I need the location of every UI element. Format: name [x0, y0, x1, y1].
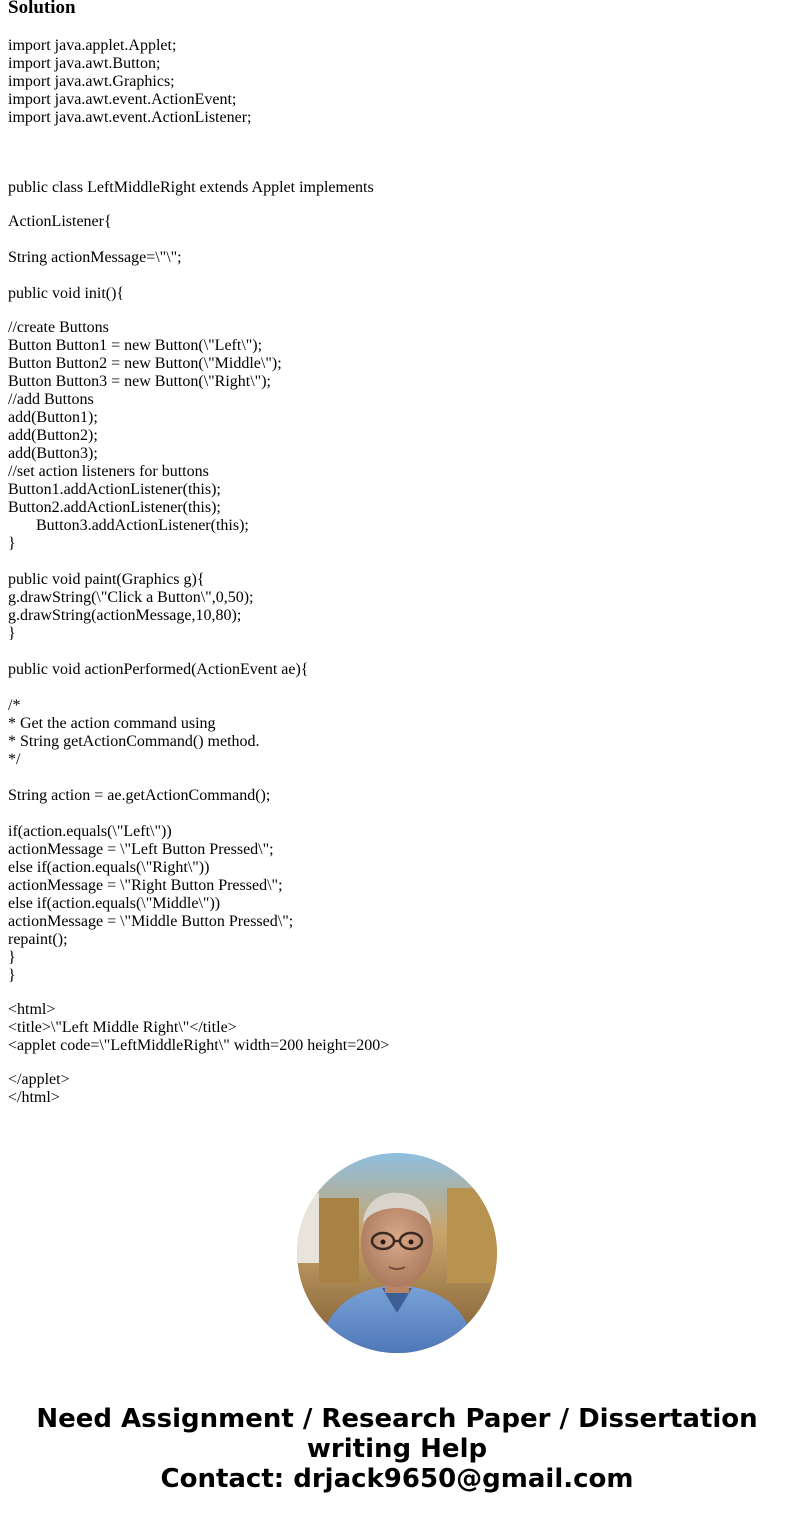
code-line: ActionListener{ — [8, 213, 112, 230]
code-line: </html> — [8, 1089, 60, 1106]
code-line: Button3.addActionListener(this); — [8, 517, 249, 534]
code-line: else if(action.equals(\"Middle\")) — [8, 895, 221, 912]
code-line: public void actionPerformed(ActionEvent ae){ — [8, 661, 309, 678]
code-line: */ — [8, 751, 21, 768]
code-line: else if(action.equals(\"Right\")) — [8, 859, 210, 876]
code-line: actionMessage = \"Left Button Pressed\"; — [8, 841, 274, 858]
code-line: import java.applet.Applet; — [8, 37, 177, 54]
code-line: String actionMessage=\"\"; — [8, 249, 182, 266]
code-line: public void paint(Graphics g){ — [8, 571, 205, 588]
footer-banner — [0, 1404, 794, 1494]
code-line: repaint(); — [8, 931, 68, 948]
code-line: * String getActionCommand() method. — [8, 733, 260, 750]
code-line: g.drawString(actionMessage,10,80); — [8, 607, 242, 624]
code-line: Button Button3 = new Button(\"Right\"); — [8, 373, 271, 390]
code-line: actionMessage = \"Middle Button Pressed\"; — [8, 913, 294, 930]
code-line: import java.awt.event.ActionEvent; — [8, 91, 237, 108]
code-line: import java.awt.Graphics; — [8, 73, 175, 90]
code-line: Button2.addActionListener(this); — [8, 499, 221, 516]
code-line: } — [8, 625, 16, 642]
code-line: //add Buttons — [8, 391, 94, 408]
code-line: <applet code=\"LeftMiddleRight\" width=200 height=200> — [8, 1037, 390, 1054]
author-photo — [297, 1153, 497, 1353]
code-line: </applet> — [8, 1071, 70, 1088]
footer-line: writing Help — [306, 1434, 488, 1464]
code-line: //create Buttons — [8, 319, 109, 336]
code-line: * Get the action command using — [8, 715, 216, 732]
code-line: actionMessage = \"Right Button Pressed\"; — [8, 877, 283, 894]
code-line: } — [8, 967, 16, 984]
code-line: g.drawString(\"Click a Button\",0,50); — [8, 589, 254, 606]
code-line: add(Button3); — [8, 445, 98, 462]
code-line: //set action listeners for buttons — [8, 463, 209, 480]
code-line: public void init(){ — [8, 285, 125, 302]
code-line: /* — [8, 697, 21, 714]
code-line: add(Button1); — [8, 409, 98, 426]
code-line: Button1.addActionListener(this); — [8, 481, 221, 498]
code-line: } — [8, 949, 16, 966]
code-line: import java.awt.Button; — [8, 55, 161, 72]
code-line: Button Button2 = new Button(\"Middle\"); — [8, 355, 282, 372]
solution-heading: Solution — [8, 0, 76, 18]
code-line: add(Button2); — [8, 427, 98, 444]
code-line: import java.awt.event.ActionListener; — [8, 109, 252, 126]
code-line: <title>\"Left Middle Right\"</title> — [8, 1019, 237, 1036]
code-line: String action = ae.getActionCommand(); — [8, 787, 271, 804]
code-line: Button Button1 = new Button(\"Left\"); — [8, 337, 263, 354]
footer-line: Need Assignment / Research Paper / Dissertation — [36, 1404, 758, 1434]
code-line: } — [8, 535, 16, 552]
contact-email: Contact: drjack9650@gmail.com — [160, 1464, 634, 1494]
code-line: <html> — [8, 1001, 56, 1018]
code-line: public class LeftMiddleRight extends Applet implements — [8, 179, 374, 196]
code-line: if(action.equals(\"Left\")) — [8, 823, 172, 840]
